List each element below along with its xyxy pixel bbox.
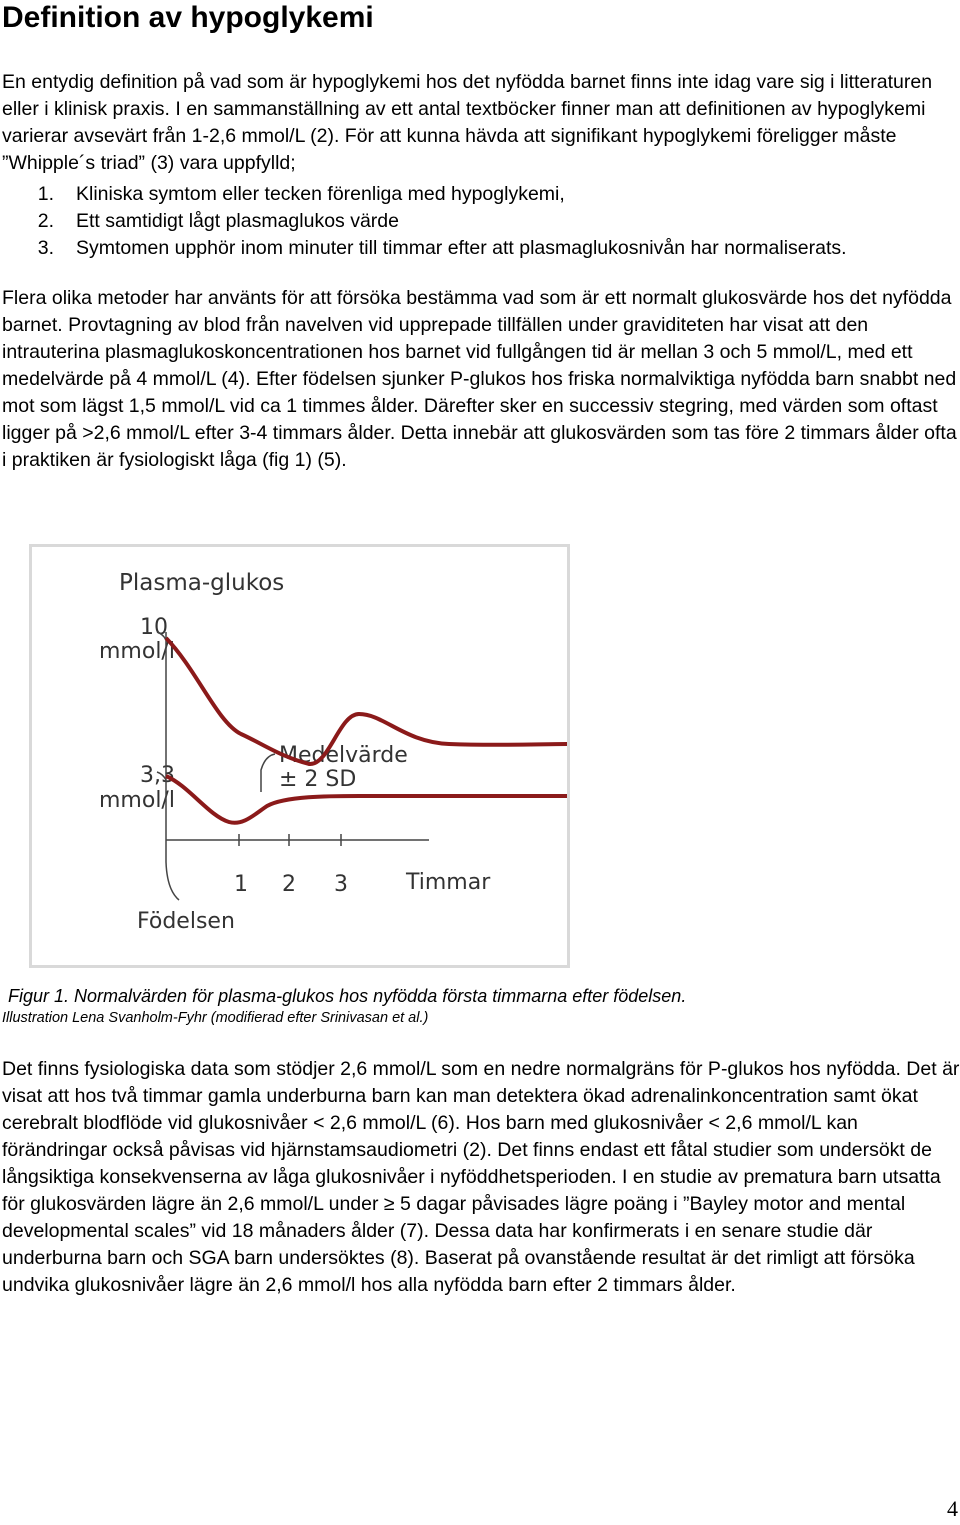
figure-plasma-glucose bbox=[29, 544, 570, 968]
page-number: 4 bbox=[947, 1496, 958, 1521]
list-item bbox=[2, 235, 902, 262]
tick-1-label: 1 bbox=[234, 872, 248, 897]
list-item-number: 2. bbox=[37, 210, 54, 232]
caption-title: Figur 1. Normalvärden för plasma-glukos hos nyfödda första timmarna efter födelsen. bbox=[8, 986, 687, 1006]
page-title: Definition av hypoglykemi bbox=[2, 1, 374, 34]
intro-paragraph bbox=[2, 69, 952, 177]
list-item-number: 3. bbox=[37, 237, 54, 259]
methods-text: Flera olika metoder har använts för att försöka bestämma vad som är ett normalt glukosvärde hos det nyfödda barnet. Provtagning av blod från navelven vid upprepade tillfällen under graviditeten har visat att den intrauterina plasmaglukoskoncentrationen hos barnet vid fullgången tid är mellan 3 och 5 mmol/L, med ett medelvärde på 4 mmol/L (4). Efter födelsen sjunker P-glukos hos friska normalviktiga nyfödda barn snabbt ned mot som lägst 1,5 mmol/L vid ca 1 timmes ålder. Därefter sker en successiv stegring, med värden som oftast ligger på >2,6 mmol/L efter 3-4 timmars ålder. Detta innebär att glukosvärden som tas före 2 timmars ålder ofta i praktiken är fysiologiskt låga (fig 1) (5). bbox=[2, 287, 957, 471]
whipple-criteria-list bbox=[2, 181, 902, 262]
caption-credit: Illustration Lena Svanholm-Fyhr (modifierad efter Srinivasan et al.) bbox=[2, 1010, 429, 1026]
list-item-text: Ett samtidigt lågt plasmaglukos värde bbox=[76, 210, 399, 232]
physiology-paragraph bbox=[2, 1056, 960, 1299]
list-item-text: Symtomen upphör inom minuter till timmar efter att plasmaglukosnivån har normaliserats. bbox=[76, 237, 847, 259]
legend-sd: ± 2 SD bbox=[279, 767, 357, 792]
list-item-number: 1. bbox=[37, 183, 54, 205]
figure-caption bbox=[2, 985, 686, 1029]
label-10-value: 10 bbox=[140, 615, 168, 640]
figure-illustration bbox=[29, 544, 570, 968]
list-item bbox=[2, 181, 902, 208]
axis-label-timmar: Timmar bbox=[406, 870, 491, 895]
label-33-value: 3,3 bbox=[140, 763, 175, 788]
list-item-text: Kliniska symtom eller tecken förenliga med hypoglykemi, bbox=[76, 183, 565, 205]
physiology-text: Det finns fysiologiska data som stödjer 2,6 mmol/L som en nedre normalgräns för P-glukos hos nyfödda. Det är visat att hos två timmar gamla underburna barn kan man detektera ökad adrenalinkoncentration samt ökat cerebralt blodflöde vid glukosnivåer < 2,6 mmol/L (6). Hos barn med glukosnivåer < 2,6 mmol/L kan förändringar också påvisas vid hjärnstamsaudiometri (2). Det finns endast ett fåtal studier som undersökt de långsiktiga konsekvenserna av låga glukosnivåer i nyföddhetsperioden. I en studie av prematura barn utsatta för glukosvärden lägre än 2,6 mmol/L under ≥ 5 dagar påvisades lägre poäng i ”Bayley motor and mental developmental scales” vid 18 månaders ålder (7). Dessa data har konfirmerats i en senare studie där underburna barn och SGA barn undersöktes (8). Baserat på ovanstående resultat är det rimligt att försöka undvika glukosnivåer lägre än 2,6 mmol/l hos alla nyfödda barn efter 2 timmars ålder. bbox=[2, 1058, 960, 1296]
tick-2-label: 2 bbox=[282, 872, 296, 897]
label-33-unit: mmol/l bbox=[99, 788, 175, 813]
tick-3-label: 3 bbox=[334, 872, 348, 897]
methods-paragraph bbox=[2, 285, 960, 474]
label-10-unit: mmol/l bbox=[99, 639, 175, 664]
intro-text: En entydig definition på vad som är hypoglykemi hos det nyfödda barnet finns inte idag vare sig i litteraturen eller i klinisk praxis. I en sammanställning av ett antal textböcker finner man att definitionen av hypoglykemi varierar avsevärt från 1-2,6 mmol/L (2). För att kunna hävda att signifikant hypoglykemi föreligger måste ”Whipple´s triad” (3) vara uppfylld; bbox=[2, 71, 933, 174]
figure-heading: Plasma-glukos bbox=[119, 570, 285, 596]
birth-label: Födelsen bbox=[137, 909, 235, 934]
legend-mean: Medelvärde bbox=[279, 743, 408, 768]
list-item bbox=[2, 208, 902, 235]
